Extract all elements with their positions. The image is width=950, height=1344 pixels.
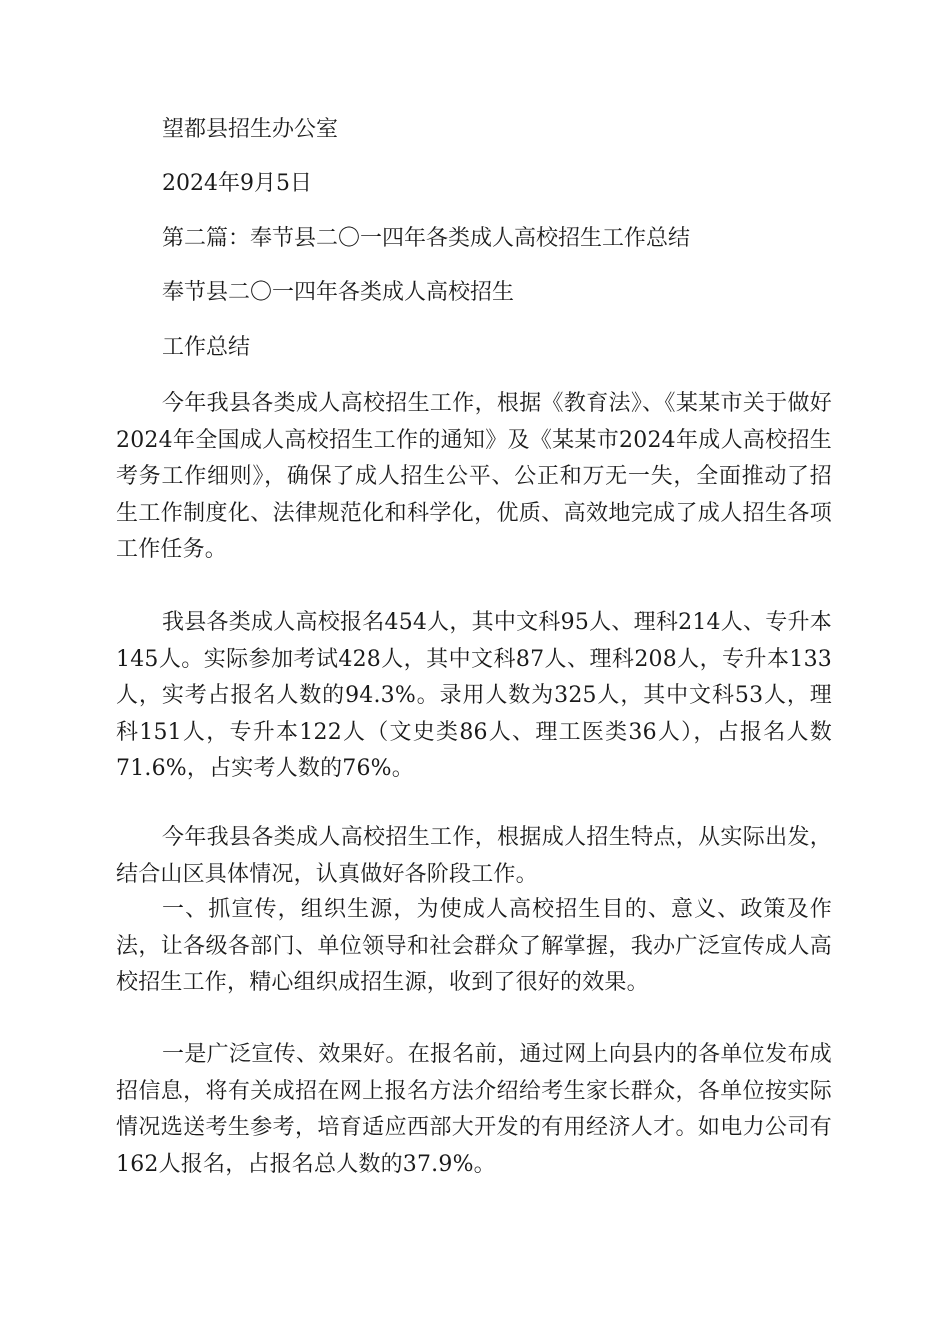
paragraph-overview: 今年我县各类成人高校招生工作，根据成人招生特点，从实际出发，结合山区具体情况，认真做好各阶段工作。 (116, 825, 832, 887)
paragraph-first-point: 一是广泛宣传、效果好。在报名前，通过网上向县内的各单位发布成招信息，将有关成招在网上报名方法介绍给考生家长群众，各单位按实际情况选送考生参考，培育适应西部大开发的有用经济人才。如电力公司有162人报名，占报名总人数的37.9%。 (116, 1042, 832, 1177)
paragraph-statistics: 我县各类成人高校报名454人，其中文科95人、理科214人、专升本145人。实际参加考试428人，其中文科87人、理科208人，专升本133人，实考占报名人数的94.3%。录用人数为325人，其中文科53人，理科151人，专升本122人（文史类86人、理工医类36人），占报名人数71.6%，占实考人数的76%。 (116, 610, 832, 781)
section-heading: 第二篇：奉节县二〇一四年各类成人高校招生工作总结 (162, 226, 691, 251)
document-date: 2024年9月5日 (162, 171, 312, 196)
section-title-line2: 工作总结 (162, 335, 251, 360)
paragraph-intro: 今年我县各类成人高校招生工作，根据《教育法》、《某某市关于做好2024年全国成人高校招生工作的通知》及《某某市2024年成人高校招生考务工作细则》，确保了成人招生公平、公正和万无一失，全面推动了招生工作制度化、法律规范化和科学化，优质、高效地完成了成人招生各项工作任务。 (116, 391, 832, 562)
office-name: 望都县招生办公室 (162, 117, 339, 142)
section-title-line1: 奉节县二〇一四年各类成人高校招生 (162, 280, 515, 305)
paragraph-publicity: 一、抓宣传，组织生源，为使成人高校招生目的、意义、政策及作法，让各级各部门、单位领导和社会群众了解掌握，我办广泛宣传成人高校招生工作，精心组织成招生源，收到了很好的效果。 (116, 897, 832, 995)
